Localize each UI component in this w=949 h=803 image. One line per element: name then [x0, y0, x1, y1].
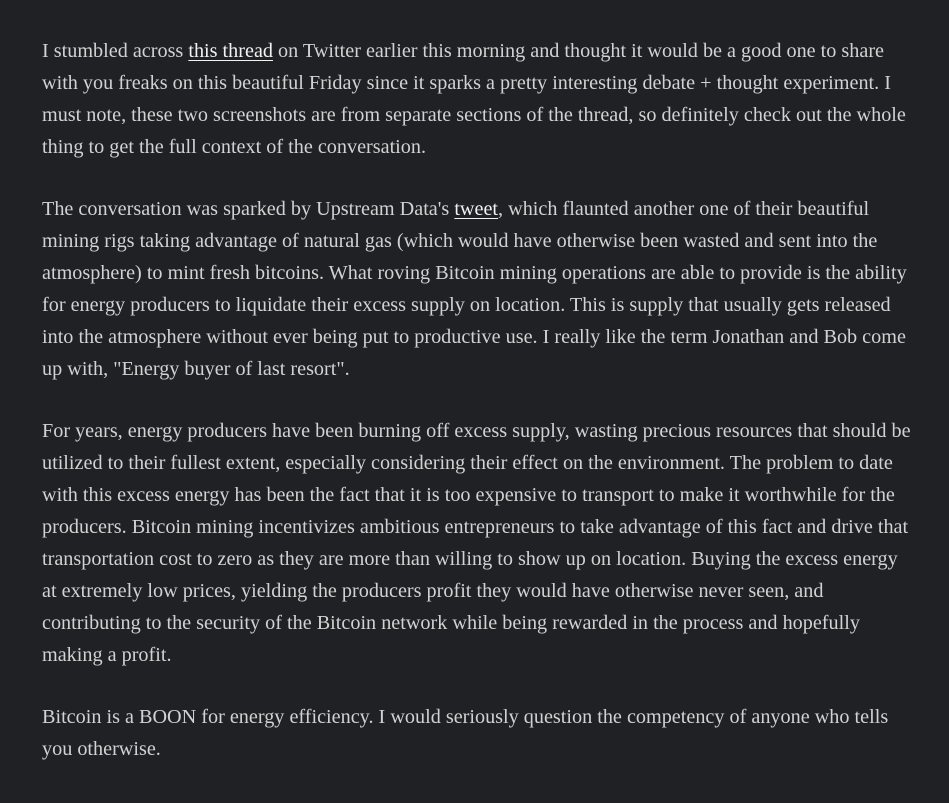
paragraph-conversation — [42, 193, 914, 385]
this-thread-link[interactable]: this thread — [188, 40, 273, 62]
paragraph-energy-producers: For years, energy producers have been burning off excess supply, wasting precious resources that should be utilized to their fullest extent, especially considering their effect on the environment. The problem to date with this excess energy has been the fact that it is too expensive to transport to make it worthwhile for the producers. Bitcoin mining incentivizes ambitious entrepreneurs to take advantage of this fact and drive that transportation cost to zero as they are more than willing to show up on location. Buying the excess energy at extremely low prices, yielding the producers profit they would have otherwise never seen, and contributing to the security of the Bitcoin network while being rewarded in the process and hopefully making a profit. — [42, 420, 911, 666]
article-body — [42, 35, 914, 795]
paragraph-conclusion: Bitcoin is a BOON for energy efficiency. I would seriously question the competency of anyone who tells you otherwise. — [42, 706, 889, 760]
tweet-link[interactable]: tweet — [454, 198, 499, 220]
paragraph-text: , which flaunted another one of their beautiful mining rigs taking advantage of natural gas (which would have otherwise been wasted and sent into the atmosphere) to mint fresh bitcoins. What roving Bitcoin mining operations are able to provide is the ability for energy producers to liquidate their excess supply on location. This is supply that usually gets released into the atmosphere without ever being put to productive use. I really like the term Jonathan and Bob come up with, "Energy buyer of last resort". — [42, 198, 907, 380]
paragraph-text: The conversation was sparked by Upstream Data's — [42, 198, 455, 220]
paragraph-text: on Twitter earlier this morning and thought it would be a good one to share with you freaks on this beautiful Friday since it sparks a pretty interesting debate + thought experiment. I must note, these two screenshots are from separate sections of the thread, so definitely check out the whole thing to get the full context of the conversation. — [42, 40, 906, 158]
paragraph-intro — [42, 35, 914, 163]
paragraph-text: I stumbled across — [42, 40, 189, 62]
